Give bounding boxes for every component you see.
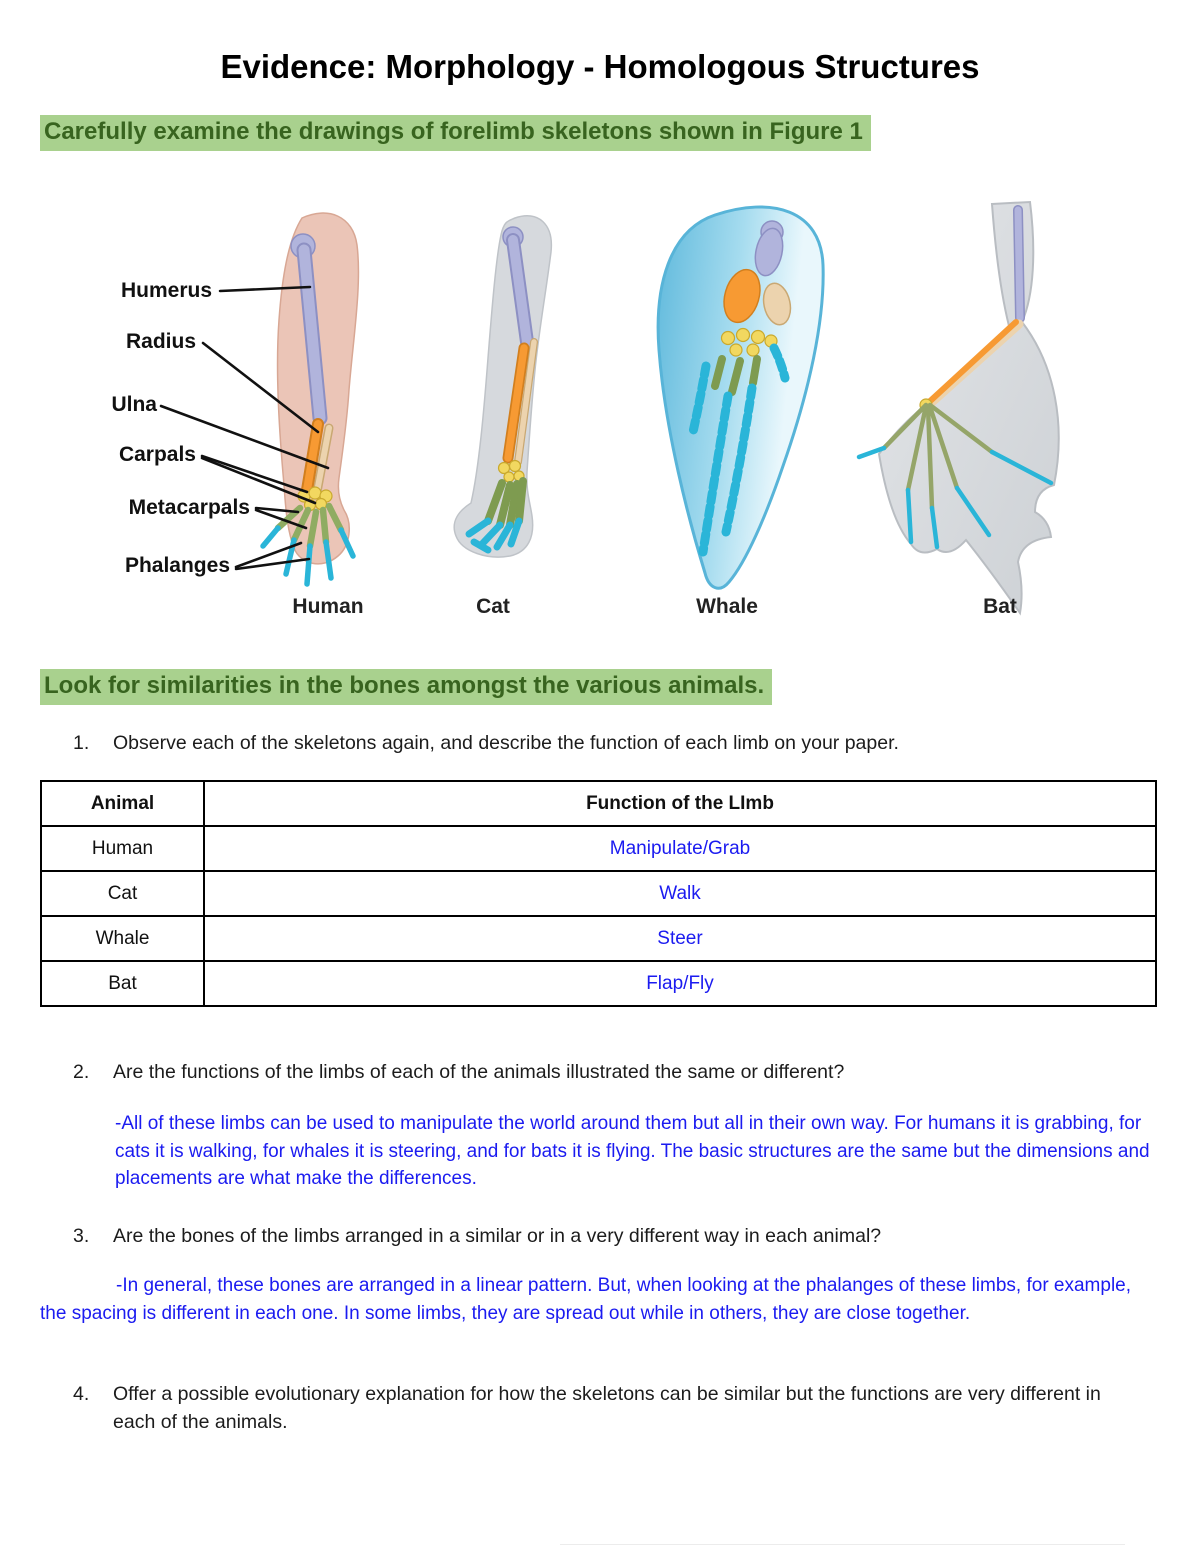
table-row [41, 871, 1156, 916]
page-title: Evidence: Morphology - Homologous Structures [220, 48, 980, 85]
answer-3: -In general, these bones are arranged in a linear pattern. But, when looking at the phalanges of these limbs, for example, the spacing is different in each one. In some limbs, they are spread out while in others, they are close together. [40, 1275, 1132, 1324]
table-cell-function: Flap/Fly [204, 961, 1156, 1006]
table-cell-animal: Human [41, 826, 204, 871]
table-row [41, 961, 1156, 1006]
caption-bat: Bat [983, 595, 1017, 618]
cat-forelimb-illustration [454, 216, 551, 557]
question-2-number: 2. [73, 1061, 90, 1083]
whale-forelimb-illustration [658, 207, 823, 588]
section-heading-similarities: Look for similarities in the bones amongst the various animals. [40, 669, 772, 705]
table-cell-function: Walk [204, 871, 1156, 916]
table-row [41, 826, 1156, 871]
table-cell-animal: Cat [41, 871, 204, 916]
question-4-number: 4. [73, 1383, 90, 1405]
caption-whale: Whale [696, 595, 758, 618]
table-cell-function: Steer [204, 916, 1156, 961]
bottom-divider [560, 1544, 1125, 1545]
limb-function-table [40, 780, 1157, 1007]
bone-label-carpals: Carpals [118, 443, 196, 466]
section-heading-examine: Carefully examine the drawings of forelimb skeletons shown in Figure 1 [40, 115, 871, 151]
question-1-number: 1. [73, 732, 90, 754]
bone-label-phalanges: Phalanges [124, 554, 230, 577]
question-1-text: Observe each of the skeletons again, and describe the function of each limb on your paper. [113, 732, 899, 754]
bone-label-ulna: Ulna [111, 393, 157, 416]
table-header-animal: Animal [41, 781, 204, 826]
bat-forelimb-illustration [859, 202, 1059, 613]
bone-label-humerus: Humerus [120, 279, 212, 302]
table-cell-function: Manipulate/Grab [204, 826, 1156, 871]
table-header-row [41, 781, 1156, 826]
table-header-function: Function of the LImb [204, 781, 1156, 826]
bone-label-radius: Radius [125, 330, 196, 353]
question-4-text: Offer a possible evolutionary explanation for how the skeletons can be similar but the functions are very different in each of the animals. [113, 1383, 1101, 1433]
answer-2: -All of these limbs can be used to manipulate the world around them but all in their own way. For humans it is grabbing, for cats it is walking, for whales it is steering, and for bats it is flying. The basic structures are the same but the dimensions and placements are what make the differences. [115, 1113, 1150, 1189]
human-forelimb-illustration [263, 213, 358, 584]
table-cell-animal: Whale [41, 916, 204, 961]
question-3-text: Are the bones of the limbs arranged in a similar or in a very different way in each animal? [113, 1225, 882, 1247]
bone-label-metacarpals: Metacarpals [128, 496, 250, 519]
caption-cat: Cat [476, 595, 510, 618]
question-3-number: 3. [73, 1225, 90, 1247]
table-row [41, 916, 1156, 961]
caption-human: Human [292, 595, 364, 618]
question-2-text: Are the functions of the limbs of each of the animals illustrated the same or different? [113, 1061, 845, 1083]
figure-1-forelimb-skeletons [60, 190, 1150, 645]
table-cell-animal: Bat [41, 961, 204, 1006]
